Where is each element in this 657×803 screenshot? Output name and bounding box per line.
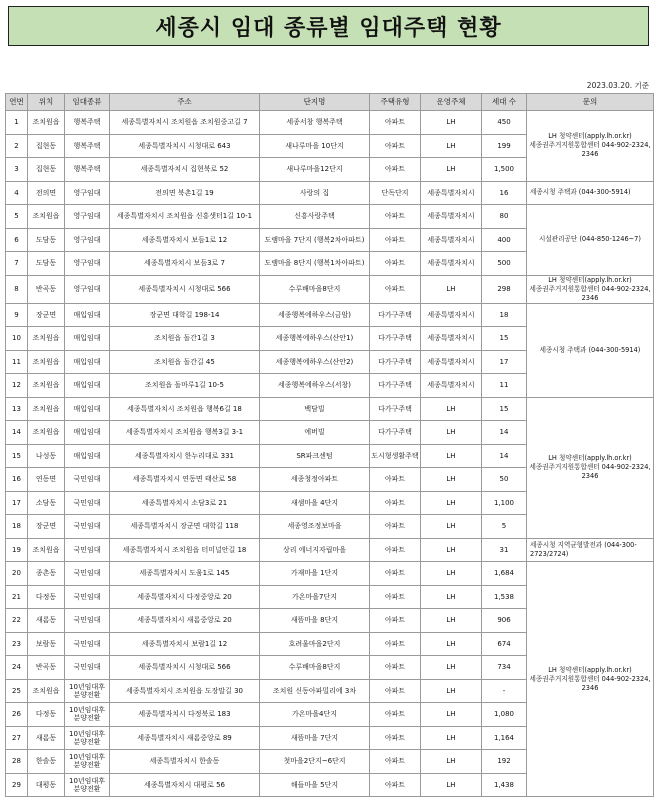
cell-rental-type: 10년임대후 분양전환 <box>65 773 110 797</box>
cell-complex: SR파크센텀 <box>260 444 370 468</box>
table-row <box>6 397 654 421</box>
cell-operator: 세종특별자치시 <box>421 374 482 398</box>
cell-address: 세종특별자치시 조치원읍 도장말길 30 <box>110 679 260 703</box>
cell-complex: 세종행복에하우스(금암) <box>260 303 370 327</box>
cell-no: 4 <box>6 181 28 205</box>
cell-operator: 세종특별자치시 <box>421 303 482 327</box>
cell-complex: 가재마을 1단지 <box>260 562 370 586</box>
cell-operator: 세종특별자치시 <box>421 205 482 229</box>
cell-rental-type: 국민임대 <box>65 468 110 492</box>
cell-housing-type: 다가구주택 <box>370 421 421 445</box>
cell-inquiry: LH 청약센터(apply.lh.or.kr) 세종권주거지원통합센터 044-902-2324, 2346 <box>527 275 654 303</box>
cell-rental-type: 매입임대 <box>65 421 110 445</box>
header-housing-type: 주택유형 <box>370 94 421 111</box>
cell-households: 1,080 <box>482 703 527 727</box>
table-body <box>6 111 654 797</box>
cell-no: 18 <box>6 515 28 539</box>
cell-rental-type: 행복주택 <box>65 158 110 182</box>
cell-location: 나성동 <box>28 444 65 468</box>
table-row <box>6 562 654 586</box>
cell-address: 세종특별자치시 다정중앙로 20 <box>110 585 260 609</box>
cell-no: 11 <box>6 350 28 374</box>
cell-households: 298 <box>482 275 527 303</box>
cell-address: 세종특별자치시 시청대로 566 <box>110 275 260 303</box>
cell-address: 조치원읍 돌마루1길 10-5 <box>110 374 260 398</box>
cell-rental-type: 행복주택 <box>65 111 110 135</box>
cell-no: 14 <box>6 421 28 445</box>
cell-households: 1,684 <box>482 562 527 586</box>
table-row <box>6 538 654 562</box>
cell-housing-type: 다가구주택 <box>370 327 421 351</box>
cell-location: 조치원읍 <box>28 350 65 374</box>
table-header-row <box>6 94 654 111</box>
cell-location: 조치원읍 <box>28 327 65 351</box>
cell-households: 17 <box>482 350 527 374</box>
cell-inquiry: LH 청약센터(apply.lh.or.kr) 세종권주거지원통합센터 044-902-2324, 2346 <box>527 562 654 797</box>
cell-inquiry: 세종시청 주택과 (044-300-5914) <box>527 181 654 205</box>
header-no: 연번 <box>6 94 28 111</box>
cell-operator: LH <box>421 679 482 703</box>
cell-rental-type: 영구임대 <box>65 228 110 252</box>
cell-address: 세종특별자치시 조치원읍 신흥샛터1길 10-1 <box>110 205 260 229</box>
cell-complex: 수루배마을8단지 <box>260 275 370 303</box>
cell-location: 다정동 <box>28 585 65 609</box>
cell-operator: LH <box>421 468 482 492</box>
cell-location: 다정동 <box>28 703 65 727</box>
cell-operator: 세종특별자치시 <box>421 350 482 374</box>
cell-complex: 세종행복에하우스(서창) <box>260 374 370 398</box>
cell-housing-type: 아파트 <box>370 491 421 515</box>
cell-housing-type: 아파트 <box>370 275 421 303</box>
cell-households: 1,538 <box>482 585 527 609</box>
cell-complex: 세종영조정보마을 <box>260 515 370 539</box>
cell-households: 14 <box>482 421 527 445</box>
cell-address: 세종특별자치시 보듬1로 12 <box>110 228 260 252</box>
cell-households: 674 <box>482 632 527 656</box>
cell-housing-type: 아파트 <box>370 228 421 252</box>
cell-no: 8 <box>6 275 28 303</box>
cell-address: 세종특별자치시 한솔동 <box>110 750 260 774</box>
cell-operator: LH <box>421 726 482 750</box>
cell-no: 20 <box>6 562 28 586</box>
cell-no: 21 <box>6 585 28 609</box>
cell-address: 조치원읍 돌간1길 3 <box>110 327 260 351</box>
cell-operator: LH <box>421 515 482 539</box>
cell-no: 13 <box>6 397 28 421</box>
cell-complex: 조치원 신동아파밀리에 3차 <box>260 679 370 703</box>
cell-complex: 신흥사랑주택 <box>260 205 370 229</box>
cell-complex: 세종행복에하우스(산안1) <box>260 327 370 351</box>
header-operator: 운영주체 <box>421 94 482 111</box>
cell-complex: 세종행복에하우스(산안2) <box>260 350 370 374</box>
cell-complex: 도램마을 7단지 (행복2차아파트) <box>260 228 370 252</box>
cell-operator: LH <box>421 585 482 609</box>
cell-address: 세종특별자치시 연동면 태산로 58 <box>110 468 260 492</box>
cell-housing-type: 아파트 <box>370 679 421 703</box>
cell-rental-type: 국민임대 <box>65 609 110 633</box>
header-location: 위치 <box>28 94 65 111</box>
cell-address: 세종특별자치시 보람1길 12 <box>110 632 260 656</box>
cell-rental-type: 10년임대후 분양전환 <box>65 726 110 750</box>
cell-rental-type: 매입임대 <box>65 327 110 351</box>
cell-operator: LH <box>421 275 482 303</box>
cell-housing-type: 아파트 <box>370 562 421 586</box>
header-inquiry: 문의 <box>527 94 654 111</box>
cell-no: 24 <box>6 656 28 680</box>
cell-complex: 새나루마을 10단지 <box>260 134 370 158</box>
cell-location: 조치원읍 <box>28 397 65 421</box>
cell-no: 27 <box>6 726 28 750</box>
cell-rental-type: 국민임대 <box>65 562 110 586</box>
cell-address: 세종특별자치시 시청대로 566 <box>110 656 260 680</box>
cell-housing-type: 다가구주택 <box>370 303 421 327</box>
cell-housing-type: 단독단지 <box>370 181 421 205</box>
cell-rental-type: 국민임대 <box>65 538 110 562</box>
cell-households: 906 <box>482 609 527 633</box>
header-households: 세대 수 <box>482 94 527 111</box>
cell-rental-type: 국민임대 <box>65 515 110 539</box>
cell-housing-type: 아파트 <box>370 134 421 158</box>
cell-rental-type: 행복주택 <box>65 134 110 158</box>
cell-location: 전의면 <box>28 181 65 205</box>
cell-location: 한솔동 <box>28 750 65 774</box>
cell-operator: LH <box>421 134 482 158</box>
cell-households: 1,100 <box>482 491 527 515</box>
cell-complex: 새샘마을 4단지 <box>260 491 370 515</box>
cell-operator: LH <box>421 111 482 135</box>
cell-address: 세종특별자치시 도움1로 145 <box>110 562 260 586</box>
header-complex: 단지명 <box>260 94 370 111</box>
cell-address: 세종특별자치시 소담3로 21 <box>110 491 260 515</box>
cell-housing-type: 아파트 <box>370 205 421 229</box>
cell-housing-type: 아파트 <box>370 252 421 276</box>
cell-housing-type: 아파트 <box>370 773 421 797</box>
cell-complex: 세종청정아파트 <box>260 468 370 492</box>
cell-housing-type: 다가구주택 <box>370 350 421 374</box>
cell-housing-type: 다가구주택 <box>370 397 421 421</box>
cell-rental-type: 영구임대 <box>65 275 110 303</box>
cell-no: 19 <box>6 538 28 562</box>
cell-operator: 세종특별자치시 <box>421 228 482 252</box>
cell-address: 조치원읍 돌간길 45 <box>110 350 260 374</box>
cell-households: 80 <box>482 205 527 229</box>
cell-no: 29 <box>6 773 28 797</box>
cell-housing-type: 아파트 <box>370 585 421 609</box>
cell-operator: LH <box>421 656 482 680</box>
cell-no: 7 <box>6 252 28 276</box>
cell-complex: 사랑의 집 <box>260 181 370 205</box>
cell-complex: 상리 에너지자립마을 <box>260 538 370 562</box>
cell-housing-type: 아파트 <box>370 538 421 562</box>
cell-no: 26 <box>6 703 28 727</box>
cell-households: 450 <box>482 111 527 135</box>
cell-location: 집현동 <box>28 158 65 182</box>
cell-complex: 새뜸마을 7단지 <box>260 726 370 750</box>
table-row <box>6 181 654 205</box>
cell-complex: 세종서창 행복주택 <box>260 111 370 135</box>
cell-location: 조치원읍 <box>28 111 65 135</box>
cell-operator: LH <box>421 158 482 182</box>
cell-no: 1 <box>6 111 28 135</box>
cell-location: 조치원읍 <box>28 421 65 445</box>
cell-no: 16 <box>6 468 28 492</box>
cell-housing-type: 아파트 <box>370 468 421 492</box>
cell-complex: 가온마을7단지 <box>260 585 370 609</box>
cell-housing-type: 아파트 <box>370 609 421 633</box>
cell-location: 장군면 <box>28 515 65 539</box>
cell-no: 15 <box>6 444 28 468</box>
cell-operator: 세종특별자치시 <box>421 327 482 351</box>
cell-location: 장군면 <box>28 303 65 327</box>
cell-housing-type: 아파트 <box>370 515 421 539</box>
cell-complex: 새뜸마을 8단지 <box>260 609 370 633</box>
cell-location: 조치원읍 <box>28 538 65 562</box>
cell-no: 9 <box>6 303 28 327</box>
cell-operator: LH <box>421 773 482 797</box>
cell-households: 1,500 <box>482 158 527 182</box>
cell-location: 소담동 <box>28 491 65 515</box>
cell-operator: LH <box>421 703 482 727</box>
cell-households: 50 <box>482 468 527 492</box>
cell-address: 세종특별자치시 조치원읍 터미널안길 18 <box>110 538 260 562</box>
table-row <box>6 205 654 229</box>
cell-operator: LH <box>421 491 482 515</box>
cell-households: 11 <box>482 374 527 398</box>
cell-rental-type: 매입임대 <box>65 444 110 468</box>
cell-location: 도담동 <box>28 252 65 276</box>
cell-operator: LH <box>421 609 482 633</box>
cell-operator: 세종특별자치시 <box>421 181 482 205</box>
cell-no: 10 <box>6 327 28 351</box>
cell-operator: LH <box>421 397 482 421</box>
cell-operator: LH <box>421 444 482 468</box>
cell-complex: 호려울마을2단지 <box>260 632 370 656</box>
cell-housing-type: 다가구주택 <box>370 374 421 398</box>
cell-address: 세종특별자치시 조치원읍 행복6길 18 <box>110 397 260 421</box>
cell-operator: LH <box>421 632 482 656</box>
cell-rental-type: 10년임대후 분양전환 <box>65 703 110 727</box>
cell-location: 보람동 <box>28 632 65 656</box>
cell-complex: 새나루마을12단지 <box>260 158 370 182</box>
cell-complex: 도램마을 8단지 (행복1차아파트) <box>260 252 370 276</box>
rental-housing-table <box>5 93 654 797</box>
cell-inquiry: LH 청약센터(apply.lh.or.kr) 세종권주거지원통합센터 044-902-2324, 2346 <box>527 111 654 182</box>
cell-inquiry: 세종시청 지역균형발전과 (044-300-2723/2724) <box>527 538 654 562</box>
cell-households: 15 <box>482 327 527 351</box>
cell-households: 5 <box>482 515 527 539</box>
cell-housing-type: 아파트 <box>370 750 421 774</box>
cell-rental-type: 영구임대 <box>65 181 110 205</box>
table-row <box>6 275 654 303</box>
cell-households: 1,164 <box>482 726 527 750</box>
header-address: 주소 <box>110 94 260 111</box>
cell-rental-type: 매입임대 <box>65 374 110 398</box>
cell-complex: 에버빌 <box>260 421 370 445</box>
cell-households: 15 <box>482 397 527 421</box>
table-row <box>6 111 654 135</box>
cell-rental-type: 국민임대 <box>65 656 110 680</box>
cell-households: 1,438 <box>482 773 527 797</box>
cell-households: 14 <box>482 444 527 468</box>
cell-households: 199 <box>482 134 527 158</box>
cell-no: 5 <box>6 205 28 229</box>
cell-location: 집현동 <box>28 134 65 158</box>
page-title: 세종시 임대 종류별 임대주택 현황 <box>8 6 649 46</box>
cell-housing-type: 아파트 <box>370 726 421 750</box>
table-row <box>6 303 654 327</box>
cell-households: 500 <box>482 252 527 276</box>
cell-address: 세종특별자치시 집현북로 52 <box>110 158 260 182</box>
cell-no: 6 <box>6 228 28 252</box>
cell-location: 대평동 <box>28 773 65 797</box>
cell-location: 조치원읍 <box>28 679 65 703</box>
cell-housing-type: 아파트 <box>370 703 421 727</box>
cell-address: 장군면 대학길 198-14 <box>110 303 260 327</box>
cell-no: 2 <box>6 134 28 158</box>
cell-rental-type: 영구임대 <box>65 252 110 276</box>
cell-location: 도담동 <box>28 228 65 252</box>
header-rental-type: 임대종류 <box>65 94 110 111</box>
cell-households: 31 <box>482 538 527 562</box>
cell-complex: 수루배마을8단지 <box>260 656 370 680</box>
cell-rental-type: 국민임대 <box>65 632 110 656</box>
cell-location: 반곡동 <box>28 656 65 680</box>
cell-address: 세종특별자치시 다정북로 183 <box>110 703 260 727</box>
cell-housing-type: 아파트 <box>370 632 421 656</box>
cell-complex: 가온마을4단지 <box>260 703 370 727</box>
cell-location: 종촌동 <box>28 562 65 586</box>
cell-address: 세종특별자치시 대평로 56 <box>110 773 260 797</box>
cell-no: 12 <box>6 374 28 398</box>
cell-operator: LH <box>421 562 482 586</box>
cell-housing-type: 아파트 <box>370 158 421 182</box>
cell-location: 조치원읍 <box>28 205 65 229</box>
cell-rental-type: 10년임대후 분양전환 <box>65 750 110 774</box>
cell-location: 새롬동 <box>28 609 65 633</box>
cell-no: 28 <box>6 750 28 774</box>
cell-complex: 백담빌 <box>260 397 370 421</box>
cell-housing-type: 아파트 <box>370 111 421 135</box>
cell-no: 25 <box>6 679 28 703</box>
cell-inquiry: 세종시청 주택과 (044-300-5914) <box>527 303 654 397</box>
cell-rental-type: 매입임대 <box>65 303 110 327</box>
cell-households: 18 <box>482 303 527 327</box>
cell-operator: LH <box>421 421 482 445</box>
cell-operator: LH <box>421 750 482 774</box>
cell-rental-type: 국민임대 <box>65 585 110 609</box>
cell-rental-type: 10년임대후 분양전환 <box>65 679 110 703</box>
cell-no: 17 <box>6 491 28 515</box>
cell-address: 세종특별자치시 장군면 대학길 118 <box>110 515 260 539</box>
cell-operator: 세종특별자치시 <box>421 252 482 276</box>
cell-housing-type: 아파트 <box>370 656 421 680</box>
cell-complex: 첫마을2단지~6단지 <box>260 750 370 774</box>
cell-households: 734 <box>482 656 527 680</box>
cell-no: 3 <box>6 158 28 182</box>
cell-households: 400 <box>482 228 527 252</box>
cell-operator: LH <box>421 538 482 562</box>
cell-no: 22 <box>6 609 28 633</box>
cell-complex: 해들마을 5단지 <box>260 773 370 797</box>
cell-address: 세종특별자치시 한누리대로 331 <box>110 444 260 468</box>
cell-rental-type: 영구임대 <box>65 205 110 229</box>
cell-address: 세종특별자치시 조치원읍 행복3길 3-1 <box>110 421 260 445</box>
cell-households: 192 <box>482 750 527 774</box>
cell-rental-type: 매입임대 <box>65 397 110 421</box>
cell-address: 세종특별자치시 새롬중앙로 89 <box>110 726 260 750</box>
cell-address: 전의면 북촌1길 19 <box>110 181 260 205</box>
cell-location: 조치원읍 <box>28 374 65 398</box>
cell-rental-type: 매입임대 <box>65 350 110 374</box>
cell-location: 반곡동 <box>28 275 65 303</box>
cell-address: 세종특별자치시 보듬3로 7 <box>110 252 260 276</box>
cell-inquiry: LH 청약센터(apply.lh.or.kr) 세종권주거지원통합센터 044-902-2324, 2346 <box>527 397 654 538</box>
cell-rental-type: 국민임대 <box>65 491 110 515</box>
cell-address: 세종특별자치시 조치원읍 조치원중고길 7 <box>110 111 260 135</box>
cell-location: 연동면 <box>28 468 65 492</box>
cell-location: 새롬동 <box>28 726 65 750</box>
cell-housing-type: 도시형생활주택 <box>370 444 421 468</box>
cell-address: 세종특별자치시 시청대로 643 <box>110 134 260 158</box>
cell-address: 세종특별자치시 새롬중앙로 20 <box>110 609 260 633</box>
cell-no: 23 <box>6 632 28 656</box>
cell-households: - <box>482 679 527 703</box>
reference-date: 2023.03.20. 기준 <box>586 81 649 90</box>
cell-inquiry: 시설관리공단 (044-850-1246~7) <box>527 205 654 276</box>
cell-households: 16 <box>482 181 527 205</box>
